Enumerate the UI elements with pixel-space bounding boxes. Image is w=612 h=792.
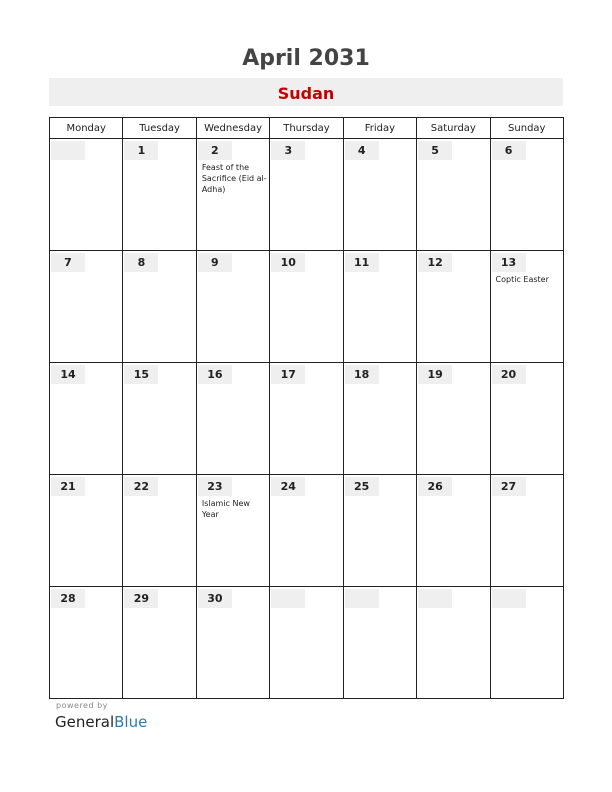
weekday-header-row: [50, 118, 564, 139]
day-number: 1: [124, 141, 158, 160]
day-cell: [196, 475, 269, 587]
day-number: 20: [492, 365, 526, 384]
holiday-label: Islamic New Year: [201, 499, 250, 519]
day-cell: [343, 139, 416, 251]
week-row: [50, 475, 564, 587]
day-number: 17: [271, 365, 305, 384]
holiday-label: Feast of the Sacrifice (Eid al-Adha): [201, 163, 267, 194]
day-number: 21: [51, 477, 85, 496]
weekday-sunday: Sunday: [490, 118, 563, 139]
day-cell: [343, 363, 416, 475]
brand-blue: Blue: [114, 713, 148, 731]
day-cell: [270, 475, 343, 587]
day-number: 24: [271, 477, 305, 496]
day-cell: [343, 587, 416, 699]
powered-by-text: powered by: [56, 701, 108, 710]
day-number: 29: [124, 589, 158, 608]
week-row: [50, 251, 564, 363]
weekday-tuesday: Tuesday: [123, 118, 196, 139]
day-number: 14: [51, 365, 85, 384]
day-number: 15: [124, 365, 158, 384]
day-number: [418, 589, 452, 608]
day-cell: [490, 251, 563, 363]
day-number: 9: [198, 253, 232, 272]
day-number: 19: [418, 365, 452, 384]
day-cell: [490, 363, 563, 475]
calendar-grid: [49, 117, 564, 699]
day-number: [51, 141, 85, 160]
day-cell: [270, 251, 343, 363]
day-cell: [417, 587, 490, 699]
day-cell: [123, 363, 196, 475]
day-cell: [50, 251, 123, 363]
day-cell: [123, 251, 196, 363]
day-number: 10: [271, 253, 305, 272]
country-name: Sudan: [277, 84, 335, 103]
day-cell: [196, 587, 269, 699]
day-cell: [196, 139, 269, 251]
day-cell: [270, 587, 343, 699]
day-number: 28: [51, 589, 85, 608]
weekday-monday: Monday: [50, 118, 123, 139]
day-cell: [490, 587, 563, 699]
day-number: [492, 589, 526, 608]
week-row: [50, 139, 564, 251]
holiday-label: Coptic Easter: [495, 275, 549, 284]
day-number: 4: [345, 141, 379, 160]
day-cell: [50, 587, 123, 699]
day-cell: [417, 139, 490, 251]
day-cell: [417, 363, 490, 475]
brand-logo[interactable]: [55, 713, 147, 731]
day-cell: [50, 363, 123, 475]
day-number: 12: [418, 253, 452, 272]
day-number: 6: [492, 141, 526, 160]
day-number: 5: [418, 141, 452, 160]
day-cell: [196, 363, 269, 475]
day-number: [345, 589, 379, 608]
week-row: [50, 587, 564, 699]
day-number: 26: [418, 477, 452, 496]
day-number: 25: [345, 477, 379, 496]
day-cell: [343, 475, 416, 587]
day-cell: [417, 251, 490, 363]
day-cell: [123, 587, 196, 699]
day-cell: [50, 139, 123, 251]
day-cell: [270, 363, 343, 475]
day-cell: [123, 139, 196, 251]
day-cell: [417, 475, 490, 587]
day-cell: [50, 475, 123, 587]
day-cell: [270, 139, 343, 251]
day-number: 2: [198, 141, 232, 160]
day-number: 8: [124, 253, 158, 272]
weekday-wednesday: Wednesday: [196, 118, 269, 139]
week-row: [50, 363, 564, 475]
day-number: 18: [345, 365, 379, 384]
day-number: 30: [198, 589, 232, 608]
day-number: 23: [198, 477, 232, 496]
day-number: 7: [51, 253, 85, 272]
brand-general: General: [55, 713, 115, 731]
day-cell: [123, 475, 196, 587]
weekday-thursday: Thursday: [270, 118, 343, 139]
day-number: 27: [492, 477, 526, 496]
day-number: [271, 589, 305, 608]
day-cell: [490, 475, 563, 587]
day-number: 11: [345, 253, 379, 272]
day-number: 13: [492, 253, 526, 272]
day-number: 16: [198, 365, 232, 384]
weekday-saturday: Saturday: [417, 118, 490, 139]
page-title: April 2031: [242, 46, 370, 71]
day-number: 3: [271, 141, 305, 160]
day-cell: [343, 251, 416, 363]
weekday-friday: Friday: [343, 118, 416, 139]
day-cell: [196, 251, 269, 363]
day-number: 22: [124, 477, 158, 496]
day-cell: [490, 139, 563, 251]
